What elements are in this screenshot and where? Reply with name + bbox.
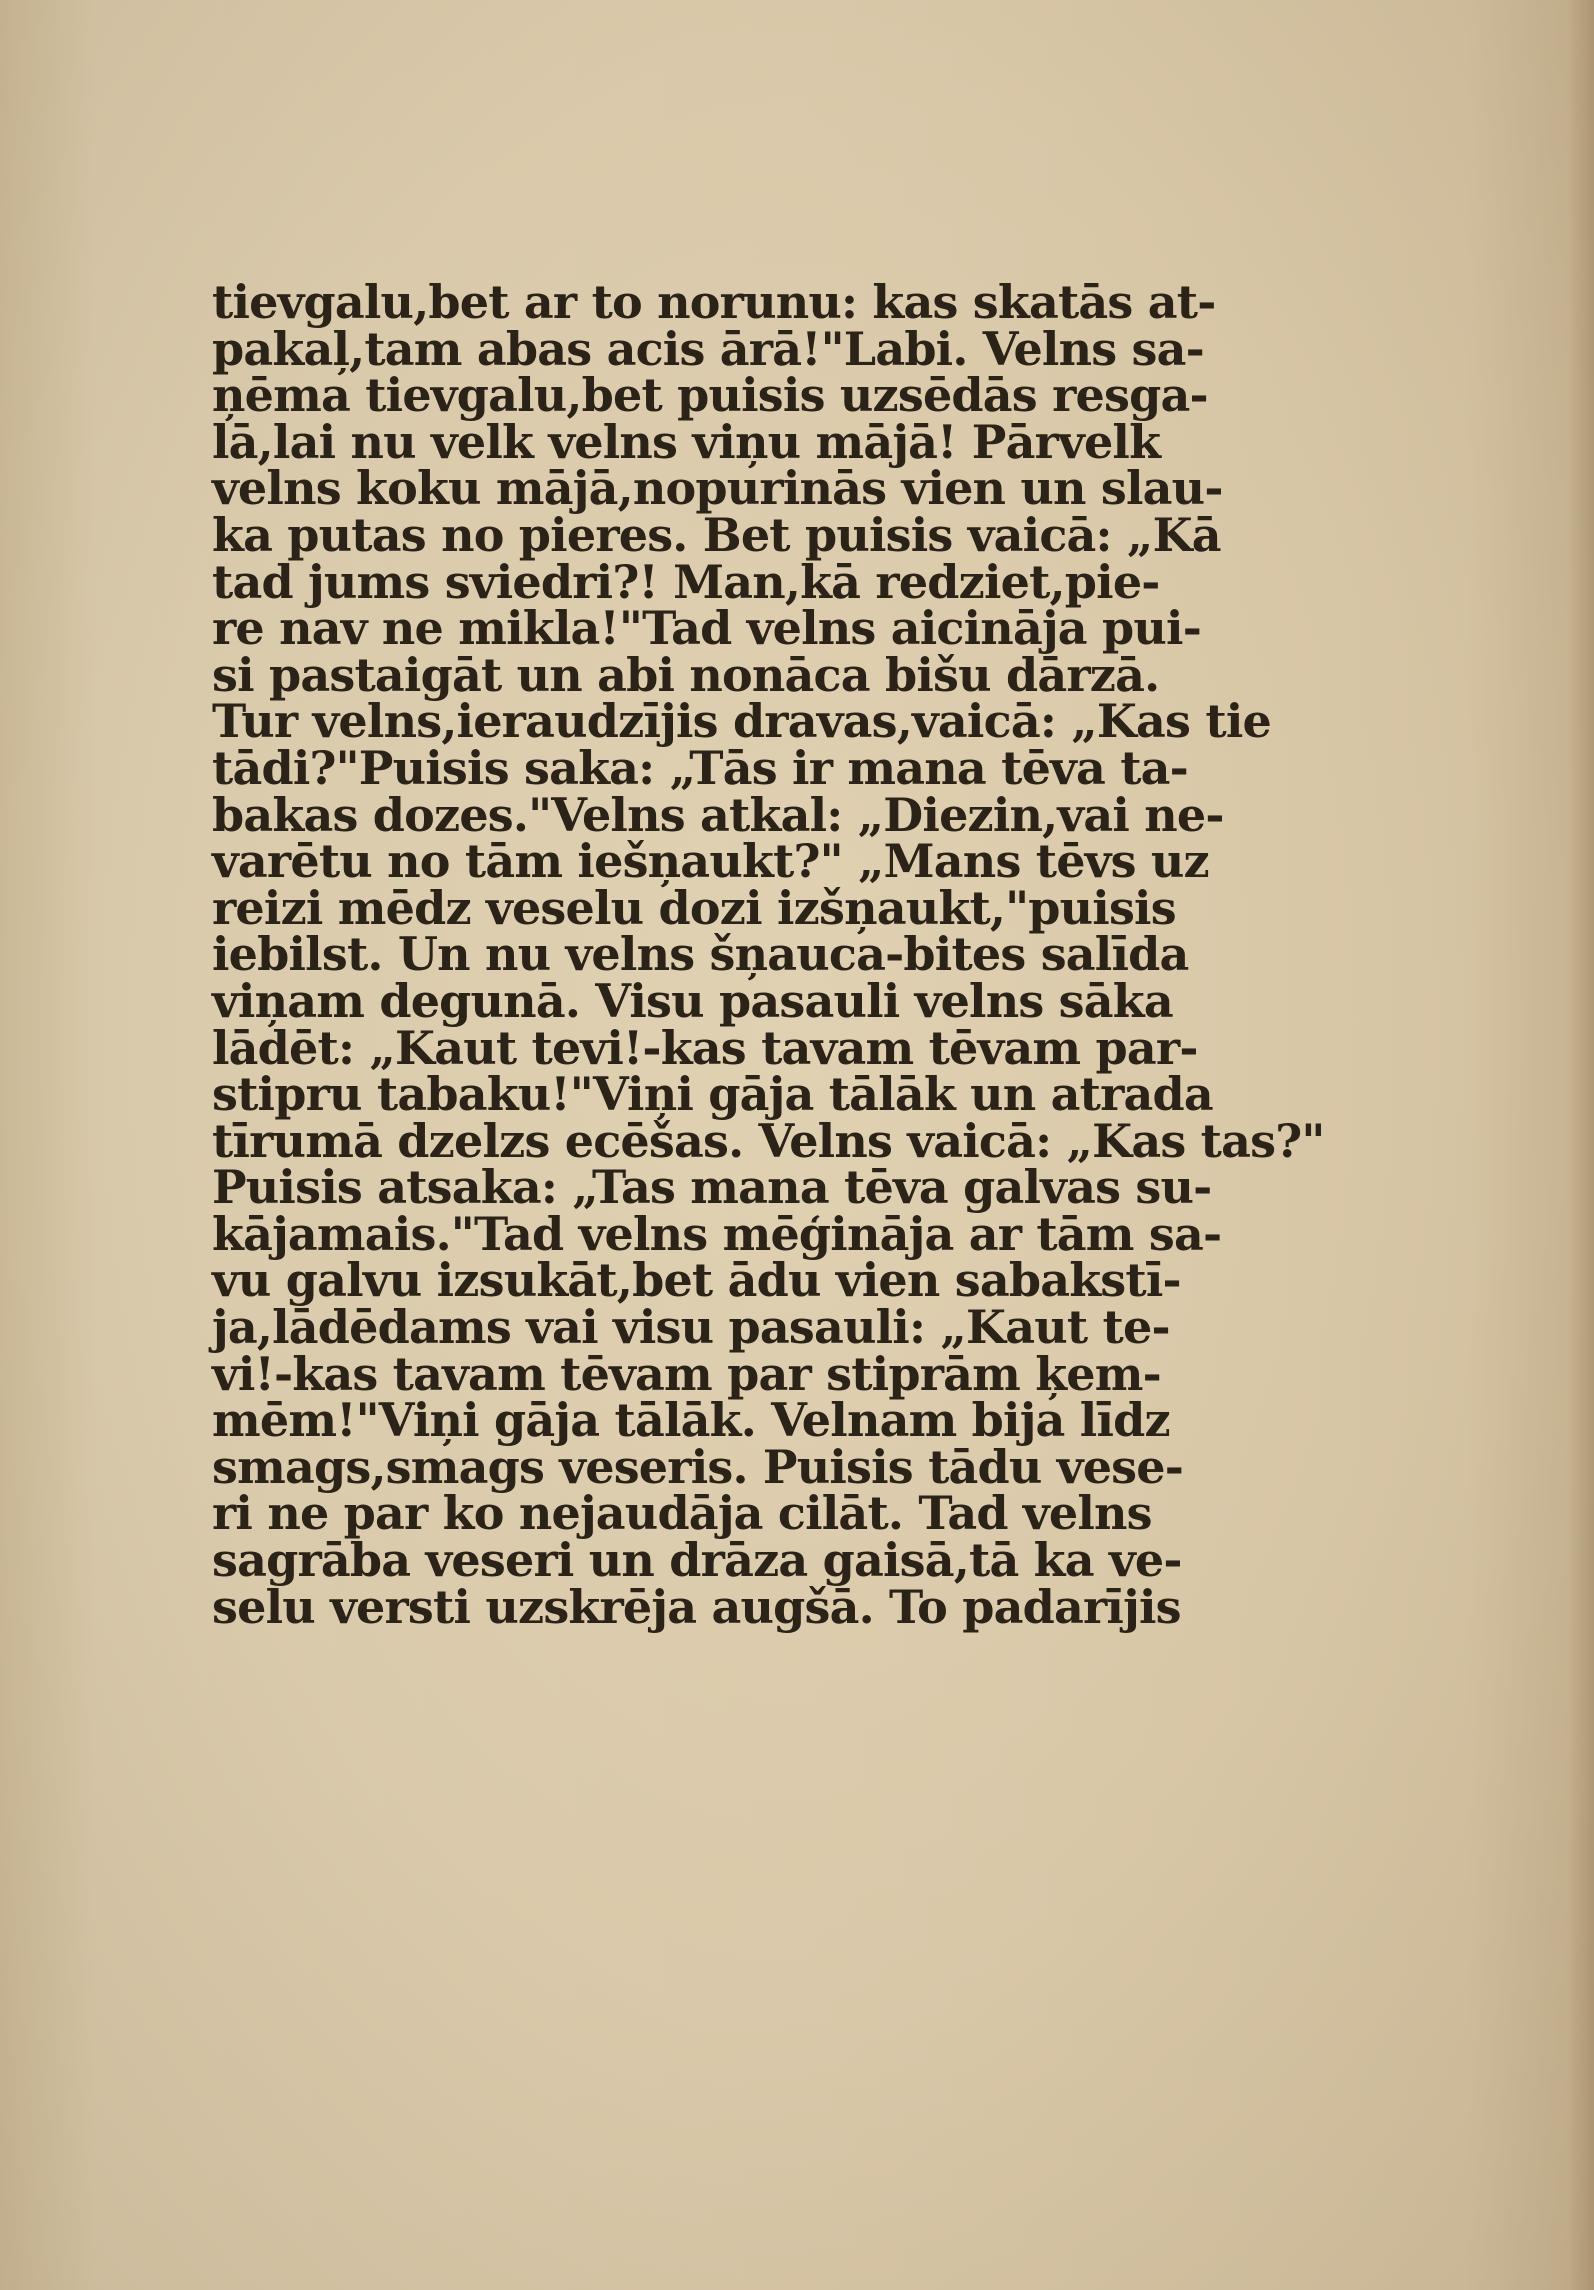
text-line: kājamais."Tad velns mēģināja ar tām sa- xyxy=(212,1206,1222,1261)
text-line: varētu no tām iešņaukt?" „Mans tēvs uz xyxy=(212,834,1209,889)
text-line: vu galvu izsukāt,bet ādu vien sabakstī- xyxy=(212,1253,1181,1308)
text-line: Puisis atsaka: „Tas mana tēva galvas su- xyxy=(212,1160,1212,1215)
text-line: lā,lai nu velk velns viņu mājā! Pārvelk xyxy=(212,414,1161,469)
text-line: tad jums sviedri?! Man,kā redziet,pie- xyxy=(212,554,1160,609)
text-line: ka putas no pieres. Bet puisis vaicā: „Kā xyxy=(212,507,1221,562)
text-line: pakaļ,tam abas acis ārā!"Labi. Velns sa- xyxy=(212,321,1204,376)
calligraphic-text-block xyxy=(212,275,1512,1634)
text-line: si pastaigāt un abi nonāca bišu dārzā. xyxy=(212,647,1160,702)
text-line: ja,lādēdams vai visu pasauli: „Kaut te- xyxy=(212,1300,1170,1355)
text-line: sagrāba veseri un drāza gaisā,tā ka ve- xyxy=(212,1533,1182,1588)
text-line: tādi?"Puisis saka: „Tās ir mana tēva ta- xyxy=(212,740,1188,795)
text-line: bakas dozes."Velns atkal: „Diezin,vai ne- xyxy=(212,787,1224,842)
text-line: stipru tabaku!"Viņi gāja tālāk un atrada xyxy=(212,1067,1213,1122)
text-line: velns koku mājā,nopurinās vien un slau- xyxy=(212,461,1223,516)
text-line: vi!-kas tavam tēvam par stiprām ķem- xyxy=(212,1346,1161,1401)
text-line: smags,smags veseris. Puisis tādu vese- xyxy=(212,1439,1184,1494)
text-line: iebilst. Un nu velns šņauca-bites salīda xyxy=(212,927,1189,982)
text-line: re nav ne mikla!"Tad velns aicināja pui- xyxy=(212,601,1201,656)
text-line: ri ne par ko nejaudāja cilāt. Tad velns xyxy=(212,1486,1152,1541)
text-line: lādēt: „Kaut tevi!-kas tavam tēvam par- xyxy=(212,1020,1198,1075)
text-line: Tur velns,ieraudzījis dravas,vaicā: „Kas tie xyxy=(212,694,1271,749)
text-line: tīrumā dzelzs ecēšas. Velns vaicā: „Kas tas?" xyxy=(212,1113,1325,1168)
text-line: selu versti uzskrēja augšā. To padarījis xyxy=(212,1579,1181,1634)
text-line: reizi mēdz veselu dozi izšņaukt,"puisis xyxy=(212,880,1176,935)
text-line: viņam degunā. Visu pasauli velns sāka xyxy=(212,973,1173,1028)
text-line: mēm!"Viņi gāja tālāk. Velnam bija līdz xyxy=(212,1393,1170,1448)
text-line: ņēma tievgalu,bet puisis uzsēdās resga- xyxy=(212,368,1208,423)
text-line: tievgalu,bet ar to norunu: kas skatās at- xyxy=(212,275,1216,329)
